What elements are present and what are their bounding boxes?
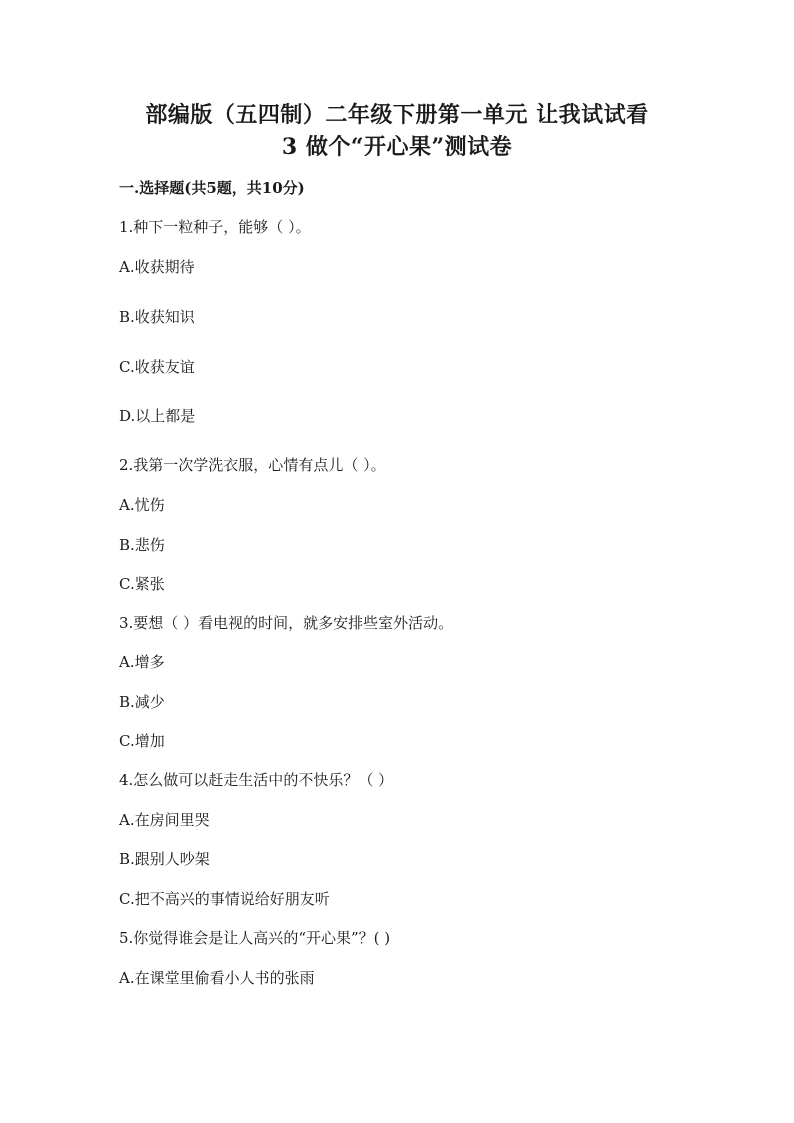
question-2-stem: 2.我第一次学洗衣服，心情有点儿（ ）。 xyxy=(119,456,386,474)
question-4-option-c: C.把不高兴的事情说给好朋友听 xyxy=(119,890,330,908)
question-1-option-b: B.收获知识 xyxy=(119,308,195,326)
question-2-option-b: B.悲伤 xyxy=(119,536,165,554)
question-1-option-c: C.收获友谊 xyxy=(119,358,195,376)
question-4-stem: 4.怎么做可以赶走生活中的不快乐？（ ） xyxy=(119,771,394,789)
question-4-option-b: B.跟别人吵架 xyxy=(119,850,210,868)
question-1-option-a: A.收获期待 xyxy=(119,258,195,276)
question-3-stem: 3.要想（ ）看电视的时间，就多安排些室外活动。 xyxy=(119,614,454,632)
question-3-option-b: B.减少 xyxy=(119,693,165,711)
question-2-option-c: C.紧张 xyxy=(119,575,165,593)
question-1-stem: 1.种下一粒种子，能够（ ）。 xyxy=(119,218,311,236)
question-3-option-c: C.增加 xyxy=(119,732,165,750)
question-4-option-a: A.在房间里哭 xyxy=(119,811,210,829)
page-title: 部编版（五四制）二年级下册第一单元 让我试试看 xyxy=(145,102,649,128)
section-heading: 一.选择题(共5题，共10分) xyxy=(119,179,305,197)
question-2-option-a: A.忧伤 xyxy=(119,496,165,514)
question-5-option-a: A.在课堂里偷看小人书的张雨 xyxy=(119,969,315,987)
question-3-option-a: A.增多 xyxy=(119,653,165,671)
question-5-stem: 5.你觉得谁会是让人高兴的“开心果”？( ) xyxy=(119,929,391,947)
page-subtitle: 3 做个“开心果”测试卷 xyxy=(281,134,513,160)
question-1-option-d: D.以上都是 xyxy=(119,407,196,425)
